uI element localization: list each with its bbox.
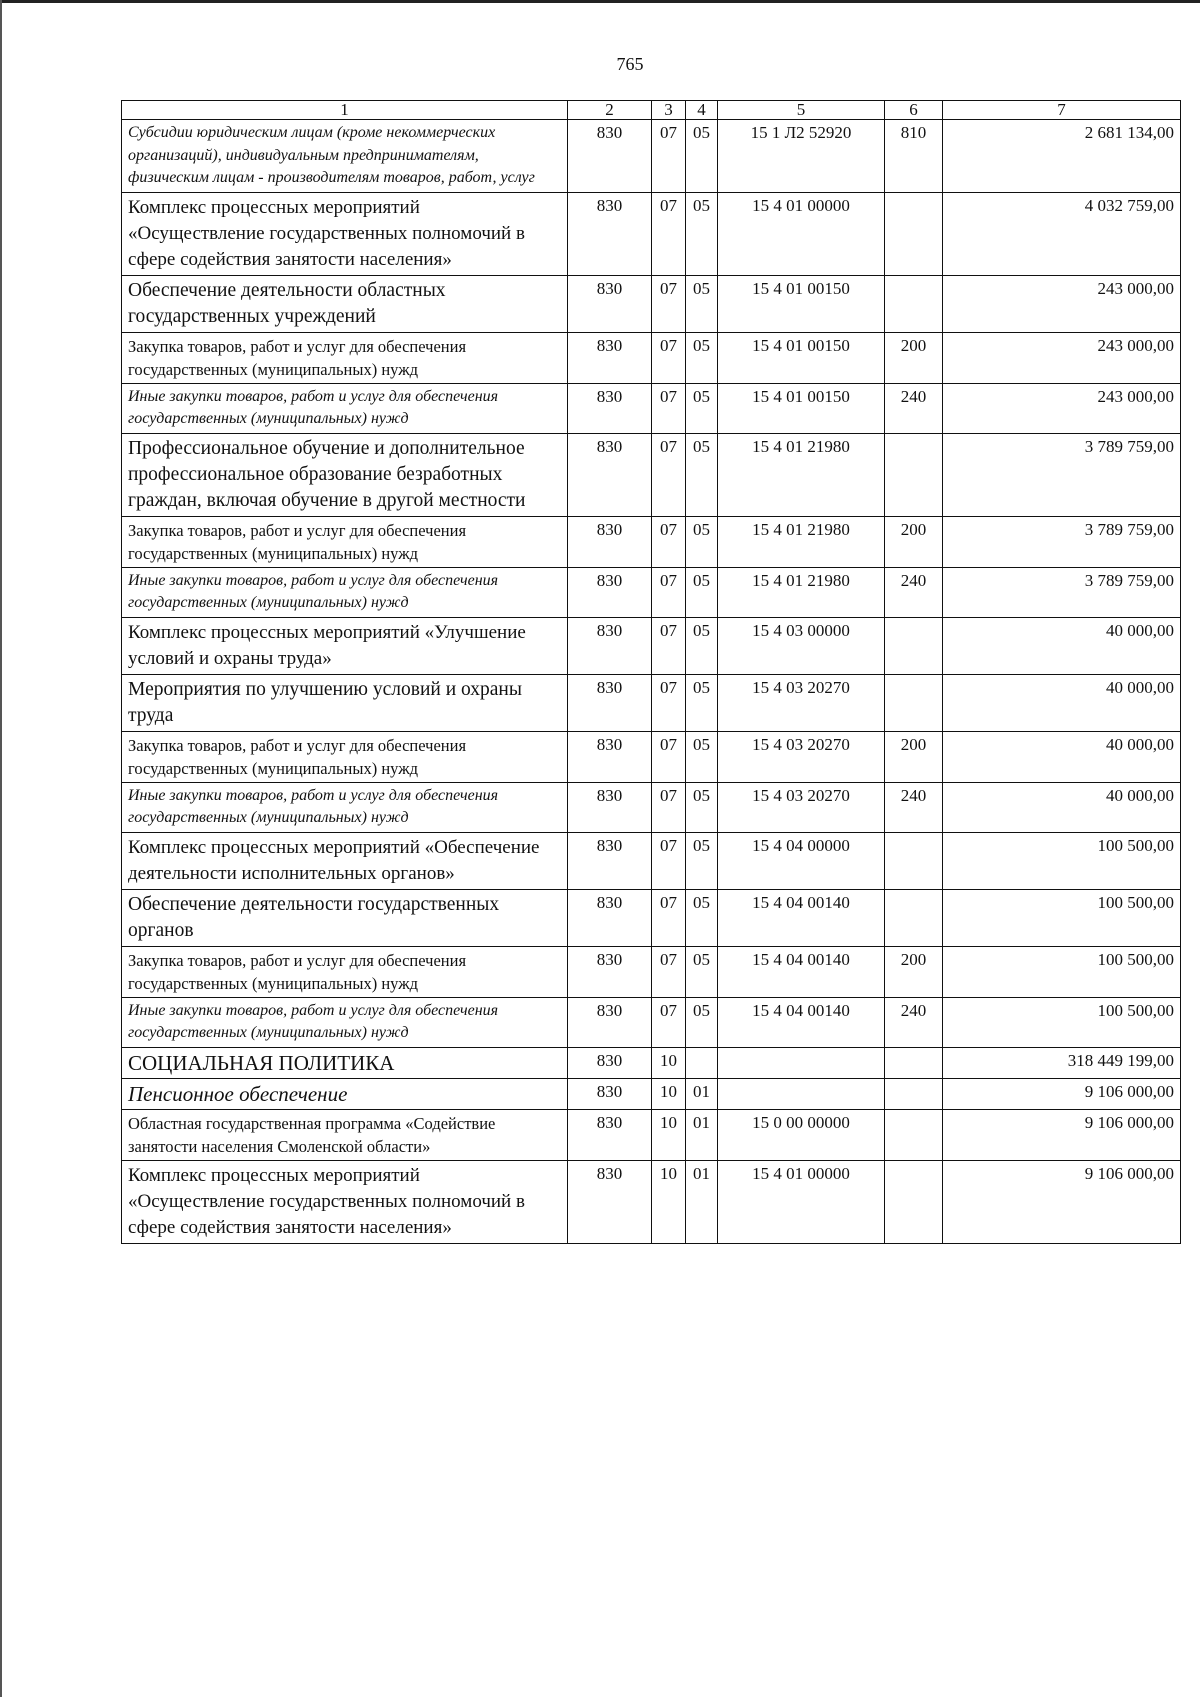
row-section: 07	[652, 332, 686, 383]
row-amount: 3 789 759,00	[943, 567, 1181, 617]
row-amount: 100 500,00	[943, 889, 1181, 946]
row-amount: 40 000,00	[943, 617, 1181, 674]
row-subsection: 05	[686, 383, 718, 433]
row-admin-code: 830	[568, 433, 652, 516]
header-col-2: 2	[568, 101, 652, 120]
row-subsection: 05	[686, 617, 718, 674]
row-amount: 9 106 000,00	[943, 1160, 1181, 1243]
row-target-article: 15 4 01 00150	[718, 383, 885, 433]
row-name-cell: Закупка товаров, работ и услуг для обеспечения государственных (муниципальных) нужд	[122, 332, 568, 383]
row-expense-type: 200	[885, 731, 943, 782]
row-expense-type	[885, 275, 943, 332]
row-subsection: 05	[686, 674, 718, 731]
row-section: 10	[652, 1160, 686, 1243]
row-section: 07	[652, 120, 686, 193]
row-admin-code: 830	[568, 832, 652, 889]
row-admin-code: 830	[568, 1078, 652, 1109]
table-row	[122, 997, 1181, 1047]
row-expense-type: 200	[885, 516, 943, 567]
header-col-3: 3	[652, 101, 686, 120]
row-target-article: 15 4 01 00150	[718, 332, 885, 383]
row-amount: 100 500,00	[943, 997, 1181, 1047]
header-col-4: 4	[686, 101, 718, 120]
row-expense-type	[885, 1047, 943, 1078]
row-subsection: 01	[686, 1078, 718, 1109]
row-admin-code: 830	[568, 731, 652, 782]
row-admin-code: 830	[568, 192, 652, 275]
row-amount: 2 681 134,00	[943, 120, 1181, 193]
row-target-article: 15 4 01 00000	[718, 1160, 885, 1243]
row-name-cell: Обеспечение деятельности областных государственных учреждений	[122, 275, 568, 332]
row-amount: 100 500,00	[943, 832, 1181, 889]
row-subsection: 01	[686, 1109, 718, 1160]
row-subsection: 05	[686, 433, 718, 516]
row-name-cell: Иные закупки товаров, работ и услуг для обеспечения государственных (муниципальных) нужд	[122, 782, 568, 832]
row-expense-type	[885, 889, 943, 946]
row-target-article	[718, 1047, 885, 1078]
row-amount: 9 106 000,00	[943, 1078, 1181, 1109]
row-admin-code: 830	[568, 567, 652, 617]
row-admin-code: 830	[568, 946, 652, 997]
row-target-article: 15 1 Л2 52920	[718, 120, 885, 193]
row-amount: 243 000,00	[943, 332, 1181, 383]
table-row	[122, 617, 1181, 674]
row-amount: 243 000,00	[943, 275, 1181, 332]
row-subsection: 05	[686, 997, 718, 1047]
row-section: 07	[652, 617, 686, 674]
row-name-cell: СОЦИАЛЬНАЯ ПОЛИТИКА	[122, 1047, 568, 1078]
row-expense-type	[885, 1109, 943, 1160]
row-name-cell: Иные закупки товаров, работ и услуг для обеспечения государственных (муниципальных) нужд	[122, 383, 568, 433]
table-row	[122, 731, 1181, 782]
row-subsection: 01	[686, 1160, 718, 1243]
row-subsection: 05	[686, 889, 718, 946]
row-expense-type: 200	[885, 332, 943, 383]
row-target-article: 15 4 01 00000	[718, 192, 885, 275]
row-subsection: 05	[686, 332, 718, 383]
row-expense-type: 240	[885, 997, 943, 1047]
table-row	[122, 946, 1181, 997]
row-target-article: 15 4 04 00000	[718, 832, 885, 889]
row-target-article: 15 4 03 00000	[718, 617, 885, 674]
row-target-article: 15 4 03 20270	[718, 731, 885, 782]
row-amount: 40 000,00	[943, 782, 1181, 832]
row-subsection: 05	[686, 731, 718, 782]
row-section: 10	[652, 1109, 686, 1160]
row-section: 07	[652, 782, 686, 832]
row-admin-code: 830	[568, 332, 652, 383]
header-col-6: 6	[885, 101, 943, 120]
row-subsection: 05	[686, 275, 718, 332]
row-name-cell: Областная государственная программа «Содействие занятости населения Смоленской области»	[122, 1109, 568, 1160]
row-admin-code: 830	[568, 1160, 652, 1243]
row-subsection: 05	[686, 946, 718, 997]
row-amount: 318 449 199,00	[943, 1047, 1181, 1078]
row-name-cell: Субсидии юридическим лицам (кроме некоммерческих организаций), индивидуальным предпринимателям, физическим лицам - производителям товаров, работ, услуг	[122, 120, 568, 193]
row-target-article: 15 4 04 00140	[718, 946, 885, 997]
row-admin-code: 830	[568, 674, 652, 731]
table-row	[122, 674, 1181, 731]
row-name-cell: Закупка товаров, работ и услуг для обеспечения государственных (муниципальных) нужд	[122, 731, 568, 782]
row-admin-code: 830	[568, 120, 652, 193]
table-row	[122, 433, 1181, 516]
row-subsection	[686, 1047, 718, 1078]
row-section: 07	[652, 731, 686, 782]
row-name-cell: Иные закупки товаров, работ и услуг для обеспечения государственных (муниципальных) нужд	[122, 997, 568, 1047]
row-expense-type: 240	[885, 782, 943, 832]
row-section: 07	[652, 889, 686, 946]
row-subsection: 05	[686, 832, 718, 889]
row-target-article	[718, 1078, 885, 1109]
row-section: 07	[652, 383, 686, 433]
row-target-article: 15 4 01 21980	[718, 433, 885, 516]
row-name-cell: Закупка товаров, работ и услуг для обеспечения государственных (муниципальных) нужд	[122, 516, 568, 567]
table-row	[122, 567, 1181, 617]
row-amount: 3 789 759,00	[943, 516, 1181, 567]
row-admin-code: 830	[568, 275, 652, 332]
row-expense-type	[885, 1078, 943, 1109]
row-name-cell: Комплекс процессных мероприятий «Обеспечение деятельности исполнительных органов»	[122, 832, 568, 889]
row-amount: 4 032 759,00	[943, 192, 1181, 275]
row-name-cell: Комплекс процессных мероприятий «Улучшение условий и охраны труда»	[122, 617, 568, 674]
row-name-cell: Профессиональное обучение и дополнительное профессиональное образование безработных граждан, включая обучение в другой местности	[122, 433, 568, 516]
header-col-1: 1	[122, 101, 568, 120]
row-expense-type: 200	[885, 946, 943, 997]
budget-table	[121, 100, 1181, 1244]
table-row	[122, 332, 1181, 383]
table-row	[122, 120, 1181, 193]
row-admin-code: 830	[568, 997, 652, 1047]
table-row	[122, 1109, 1181, 1160]
row-name-cell: Закупка товаров, работ и услуг для обеспечения государственных (муниципальных) нужд	[122, 946, 568, 997]
row-amount: 243 000,00	[943, 383, 1181, 433]
row-target-article: 15 4 01 21980	[718, 516, 885, 567]
row-admin-code: 830	[568, 782, 652, 832]
row-section: 07	[652, 192, 686, 275]
table-row	[122, 832, 1181, 889]
header-col-5: 5	[718, 101, 885, 120]
row-section: 10	[652, 1078, 686, 1109]
scan-edge-top	[0, 0, 1200, 3]
row-target-article: 15 4 01 21980	[718, 567, 885, 617]
row-target-article: 15 4 01 00150	[718, 275, 885, 332]
row-subsection: 05	[686, 192, 718, 275]
row-admin-code: 830	[568, 1047, 652, 1078]
row-section: 07	[652, 567, 686, 617]
row-expense-type: 810	[885, 120, 943, 193]
row-section: 07	[652, 516, 686, 567]
row-expense-type	[885, 617, 943, 674]
scan-edge-left	[0, 0, 2, 1697]
page-number: 765	[616, 54, 644, 74]
table-row	[122, 1047, 1181, 1078]
row-subsection: 05	[686, 516, 718, 567]
row-subsection: 05	[686, 567, 718, 617]
row-section: 07	[652, 433, 686, 516]
row-section: 07	[652, 946, 686, 997]
table-row	[122, 192, 1181, 275]
row-target-article: 15 4 03 20270	[718, 782, 885, 832]
row-expense-type	[885, 674, 943, 731]
row-name-cell: Мероприятия по улучшению условий и охраны труда	[122, 674, 568, 731]
row-admin-code: 830	[568, 383, 652, 433]
row-section: 07	[652, 997, 686, 1047]
row-target-article: 15 0 00 00000	[718, 1109, 885, 1160]
row-expense-type	[885, 192, 943, 275]
row-amount: 3 789 759,00	[943, 433, 1181, 516]
header-col-7: 7	[943, 101, 1181, 120]
table-row	[122, 383, 1181, 433]
row-section: 07	[652, 674, 686, 731]
table-row	[122, 782, 1181, 832]
row-target-article: 15 4 03 20270	[718, 674, 885, 731]
table-row	[122, 889, 1181, 946]
row-target-article: 15 4 04 00140	[718, 997, 885, 1047]
row-expense-type	[885, 433, 943, 516]
row-name-cell: Комплекс процессных мероприятий «Осуществление государственных полномочий в сфере содействия занятости населения»	[122, 1160, 568, 1243]
row-section: 10	[652, 1047, 686, 1078]
table-row	[122, 1160, 1181, 1243]
row-section: 07	[652, 275, 686, 332]
header-row	[122, 101, 1181, 120]
row-expense-type: 240	[885, 383, 943, 433]
row-name-cell: Иные закупки товаров, работ и услуг для обеспечения государственных (муниципальных) нужд	[122, 567, 568, 617]
row-target-article: 15 4 04 00140	[718, 889, 885, 946]
row-expense-type: 240	[885, 567, 943, 617]
row-admin-code: 830	[568, 1109, 652, 1160]
row-name-cell: Пенсионное обеспечение	[122, 1078, 568, 1109]
row-section: 07	[652, 832, 686, 889]
row-admin-code: 830	[568, 516, 652, 567]
row-admin-code: 830	[568, 617, 652, 674]
row-admin-code: 830	[568, 889, 652, 946]
row-amount: 40 000,00	[943, 674, 1181, 731]
row-subsection: 05	[686, 120, 718, 193]
row-expense-type	[885, 1160, 943, 1243]
row-subsection: 05	[686, 782, 718, 832]
row-amount: 9 106 000,00	[943, 1109, 1181, 1160]
row-name-cell: Обеспечение деятельности государственных органов	[122, 889, 568, 946]
table-row	[122, 275, 1181, 332]
table-row	[122, 1078, 1181, 1109]
row-name-cell: Комплекс процессных мероприятий «Осуществление государственных полномочий в сфере содействия занятости населения»	[122, 192, 568, 275]
row-expense-type	[885, 832, 943, 889]
table-row	[122, 516, 1181, 567]
row-amount: 40 000,00	[943, 731, 1181, 782]
row-amount: 100 500,00	[943, 946, 1181, 997]
